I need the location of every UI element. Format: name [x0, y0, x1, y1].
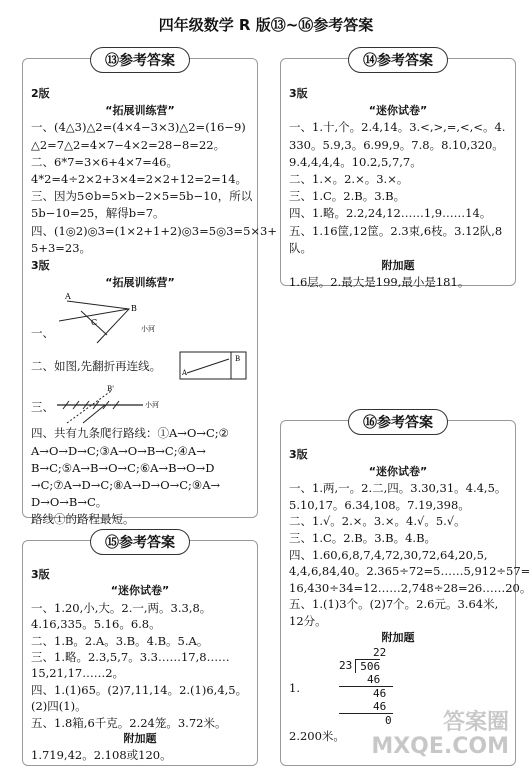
answer-line: 9.4,4,4,4。10.2,5,7,7。	[289, 154, 422, 169]
section-label: 2版	[31, 87, 50, 100]
answer-line: 1.	[289, 681, 300, 696]
answer-panel-15	[22, 535, 258, 766]
section-label: 3版	[31, 568, 50, 581]
bonus-heading: 附加题	[123, 732, 157, 746]
answer-panel-16	[280, 415, 532, 766]
answer-line: 三、1.C。2.B。3.B。4.B。	[289, 530, 437, 545]
answer-line: 一、1.两,一。2.二,四。3.30,31。4.4,5。	[289, 481, 507, 496]
river-label: 小河	[141, 325, 155, 334]
answer-line: 一、(4△3)△2=(4×4−3×3)△2=(16−9)	[31, 120, 246, 135]
answer-line: 路线①的路程最短。	[31, 512, 135, 527]
answer-line: 15,21,17……2。	[31, 666, 125, 681]
answer-line: →C;⑦A→D→C;⑧A→D→O→C;⑨A→	[31, 478, 221, 493]
answer-line: 四、(1◎2)◎3=(1×2+1+2)◎3=5◎3=5×3+	[31, 223, 277, 238]
section-heading: “迷你试卷”	[110, 584, 170, 598]
point-label: B	[131, 304, 137, 314]
page-title: 四年级数学 R 版⑬~⑯参考答案	[158, 16, 374, 34]
division-step: 46	[339, 673, 393, 687]
point-label: B'	[107, 385, 115, 394]
division-step: 46	[373, 687, 387, 701]
answer-line: 三、因为5⊙b=5×b−2×5=5b−10，所以	[31, 189, 253, 204]
geometry-figure-1	[31, 291, 249, 349]
answer-line: 五、1.8箱,6千克。2.24笼。3.72米。	[31, 715, 227, 730]
panel-badge-15: ⑮参考答案	[90, 529, 190, 555]
division-divisor: 23	[339, 659, 353, 673]
division-dividend: 506	[355, 659, 380, 673]
watermark	[371, 711, 509, 759]
answer-line: 二、如图,先翻折再连线。	[31, 359, 162, 374]
answer-line: △2=7△2=4×7−4×2=28−8=22。	[31, 137, 226, 152]
answer-line: 三、	[31, 400, 54, 415]
answer-line: 四、1.略。2.2,24,12……1,9……14。	[289, 206, 492, 221]
point-label: A	[182, 369, 188, 378]
section-heading: “迷你试卷”	[368, 104, 428, 118]
answer-line: 二、6*7=3×6+4×7=46。4*2=4÷2×2+3×4=2×2+12=2=14。	[31, 154, 248, 187]
answer-line: 330。5.9,3。6.99,9。7.8。8.10,320。	[289, 137, 504, 152]
section-label: 3版	[289, 87, 308, 100]
section-heading: “迷你试卷”	[368, 464, 428, 478]
answer-line: 4.16,335。5.16。6.8。	[31, 617, 161, 632]
river-diagram	[53, 385, 163, 425]
answer-line: 5+3=23。	[31, 240, 92, 255]
answer-line: 二、1.B。2.A。3.B。4.B。5.A。	[31, 633, 209, 648]
answer-line: 16,430÷34=12……2,748÷28=26……20。	[289, 580, 532, 595]
division-remainder: 0	[385, 714, 392, 728]
answer-line: 2.200米。	[289, 729, 345, 744]
section-heading: “拓展训练营”	[105, 104, 175, 118]
bonus-heading: 附加题	[381, 259, 415, 273]
panel-badge-16: ⑯参考答案	[348, 409, 448, 435]
answer-line: D→O→B→C。	[31, 495, 108, 510]
watermark-line: 答案圈	[442, 710, 509, 735]
answer-line: 三、1.略。2.3,5,7。3.3……17,8……	[31, 650, 230, 665]
answer-line: 四、共有九条爬行路线：①A→O→C;②	[31, 426, 229, 441]
triangle-diagram	[49, 291, 179, 349]
answer-line: 5.10,17。6.34,108。7.19,398。	[289, 497, 470, 512]
point-label: A	[65, 292, 71, 302]
answer-line: 二、1.×。2.×。3.×。	[289, 172, 409, 187]
bonus-heading: 附加题	[381, 630, 415, 644]
answer-line: 五、1.(1)3个。(2)7个。2.6元。3.64米,	[289, 597, 499, 612]
answer-panel-13	[22, 53, 277, 527]
answer-line: 一、1.20,小,大。2.一,两。3.3,8。	[31, 600, 212, 615]
answer-line: 四、1.(1)65。(2)7,11,14。2.(1)6,4,5。	[31, 682, 248, 697]
answer-line: 五、1.16筐,12筐。2.3束,6枝。3.12队,8	[289, 223, 503, 238]
river-label: 小河	[145, 401, 159, 410]
answer-line: 4,4,6,84,40。2.365÷72=5……5,912÷57=	[289, 564, 531, 579]
fold-diagram	[179, 351, 249, 381]
division-step: 46	[339, 700, 393, 714]
answer-panel-14	[280, 53, 516, 290]
point-label: B	[235, 355, 241, 364]
panel-badge-13: ⑬参考答案	[90, 47, 190, 73]
answer-line: 一、1.十,个。2.4,14。3.<,>,=,<,<。4.	[289, 120, 506, 135]
answer-line: 二、1.√。2.×。3.×。4.√。5.√。	[289, 514, 466, 529]
answer-line: 1.6层。2.最大是199,最小是181。	[289, 275, 470, 290]
answer-line: 队。	[289, 240, 312, 255]
answer-line: 一、	[31, 326, 54, 341]
answer-line: B→C;⑤A→B→O→C;⑥A→B→O→D	[31, 460, 215, 475]
answer-line: 12分。	[289, 613, 327, 628]
division-quotient: 22	[373, 646, 387, 660]
answer-line: 三、1.C。2.B。3.B。	[289, 189, 406, 204]
point-label: C	[91, 318, 98, 328]
answer-line: (2)四(1)。	[31, 699, 87, 714]
watermark-line: MXQE.COM	[371, 734, 509, 759]
answer-line: A→O→D→C;③A→O→B→C;④A→	[31, 443, 206, 458]
answer-line: 四、1.60,6,8,7,4,72,30,72,64,20,5,	[289, 547, 488, 562]
section-heading: “拓展训练营”	[105, 276, 175, 290]
answer-line: 1.719,42。2.108或120。	[31, 748, 172, 763]
panel-badge-14: ⑭参考答案	[348, 47, 448, 73]
answer-line: 5b−10=25，解得b=7。	[31, 206, 165, 221]
section-label: 3版	[31, 259, 50, 273]
section-label: 3版	[289, 448, 308, 461]
